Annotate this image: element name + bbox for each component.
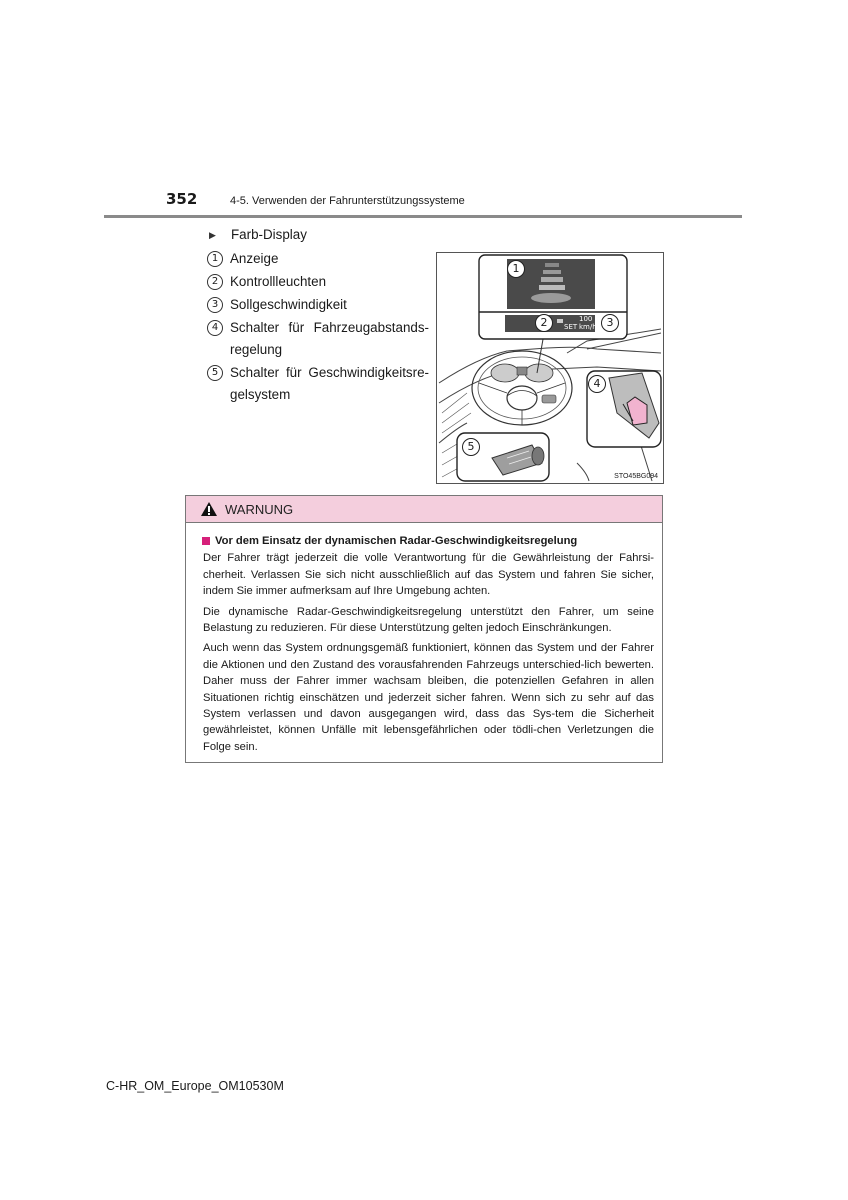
footer-doc-code: C-HR_OM_Europe_OM10530M	[106, 1079, 284, 1093]
callout-5: 5	[462, 438, 480, 456]
legend-item	[207, 362, 429, 406]
speed-value: 100	[579, 315, 593, 323]
dashboard-figure	[436, 252, 664, 484]
item-number: 5	[207, 365, 223, 381]
item-label: Kontrollleuchten	[230, 274, 327, 289]
warning-paragraph: Der Fahrer trägt jederzeit die volle Verantwortung für die Gewährleistung der Fahrsi-cherheit. Verlassen Sie sich nicht ausschließlich auf das System und fahren Sie sicher, indem Sie immer aufmerksam auf Ihre Umgebung achten.	[203, 552, 654, 598]
callout-1: 1	[507, 260, 525, 278]
warning-triangle-icon	[200, 501, 218, 517]
warning-heading	[202, 533, 654, 549]
warning-heading-text: Vor dem Einsatz der dynamischen Radar-Geschwindigkeitsregelung	[215, 535, 578, 547]
callout-2: 2	[535, 314, 553, 332]
item-number: 1	[207, 251, 223, 267]
warning-box	[185, 495, 663, 763]
variant-label: Farb-Display	[231, 227, 307, 242]
speed-set: SET	[564, 323, 578, 331]
callout-4: 4	[588, 375, 606, 393]
speed-unit: km/h	[579, 323, 597, 331]
figure-code: STO45BG094	[614, 473, 658, 480]
legend-list	[207, 224, 429, 407]
warning-body	[186, 523, 662, 755]
callout-3: 3	[601, 314, 619, 332]
warning-paragraph: Auch wenn das System ordnungsgemäß funktioniert, können das System und der Fahrer die Aktionen und den Zustand des vorausfahrenden Fahrzeugs unterschied-lich bewerten. Daher muss der Fahrer immer wachsam bleiben, die potenziellen Gefahren in allen Situationen richtig einschätzen und jederzeit sicher fahren. Wenn sich zu sehr auf das System verlassen und davon ausgegangen wird, dass das Sys-tem die Sicherheit gewährleistet, können Unfälle mit lebensgefährlichen oder tödli-chen Verletzungen die Folge sein.	[203, 642, 654, 753]
square-bullet-icon	[202, 537, 210, 545]
item-number: 3	[207, 297, 223, 313]
legend-item	[207, 248, 429, 270]
item-label: Schalter für Fahrzeugabstands-regelung	[230, 320, 429, 357]
item-label: Anzeige	[230, 251, 279, 266]
warning-header	[186, 496, 662, 523]
page-number: 352	[166, 190, 198, 208]
variant-row	[207, 224, 429, 246]
legend-item	[207, 317, 429, 361]
item-label: Schalter für Geschwindigkeitsre-gelsystem	[230, 365, 429, 402]
warning-paragraph: Die dynamische Radar-Geschwindigkeitsregelung unterstützt den Fahrer, um seine Belastung zu reduzieren. Für diese Unterstützung gelten jedoch Einschränkungen.	[203, 605, 654, 635]
section-title: 4-5. Verwenden der Fahrunterstützungssysteme	[230, 195, 465, 207]
warning-label: WARNUNG	[225, 501, 294, 517]
item-label: Sollgeschwindigkeit	[230, 297, 347, 312]
header-rule	[104, 215, 742, 218]
item-number: 2	[207, 274, 223, 290]
legend-item	[207, 271, 429, 293]
item-number: 4	[207, 320, 223, 336]
legend-item	[207, 294, 429, 316]
triangle-bullet-icon: ▶	[209, 230, 216, 240]
